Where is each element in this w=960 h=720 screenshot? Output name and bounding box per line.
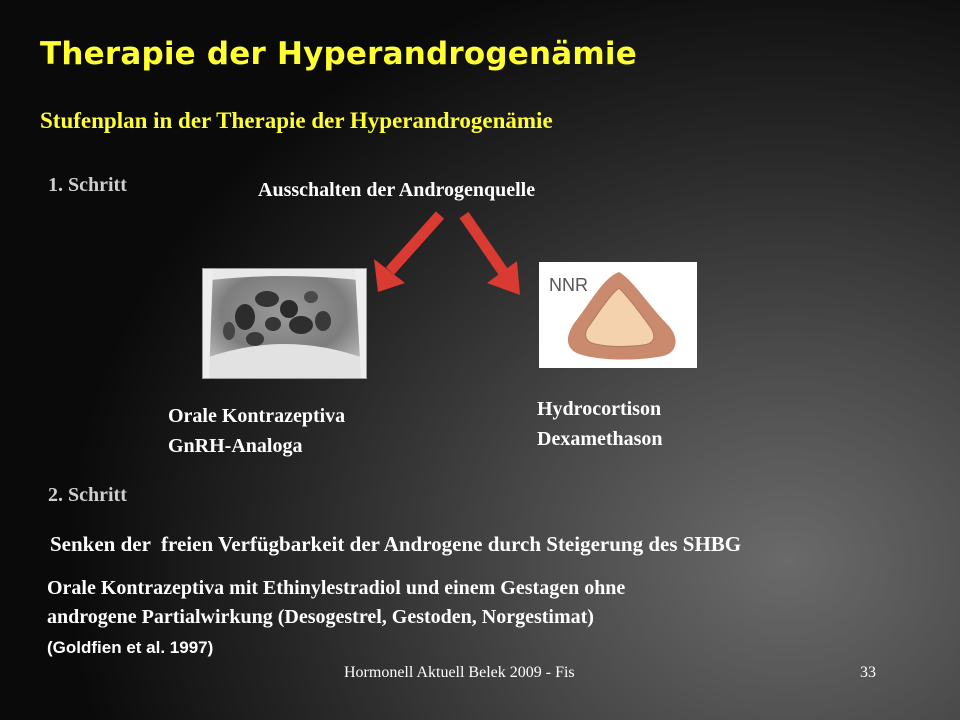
step2-heading: Senken der freien Verfügbarkeit der Androgene durch Steigerung des SHBG: [50, 532, 742, 556]
arrows-graphic: [360, 205, 540, 305]
slide-title: Therapie der Hyperandrogenämie: [40, 36, 637, 72]
right-caption-line: Hydrocortison: [537, 398, 662, 420]
adrenal-label: NNR: [549, 275, 588, 295]
left-caption-line: Orale Kontrazeptiva: [168, 405, 346, 427]
step1-left-caption: [168, 401, 345, 461]
left-caption-line: GnRH-Analoga: [168, 435, 303, 457]
footer-text: Hormonell Aktuell Belek 2009 - Fis: [344, 664, 575, 681]
step2-line2: androgene Partialwirkung (Desogestrel, Gestoden, Norgestimat): [47, 606, 594, 628]
step1-right-caption: [537, 394, 663, 454]
arrow-right: [464, 215, 520, 295]
adrenal-diagram: [539, 262, 697, 368]
step2-line1: Orale Kontrazeptiva mit Ethinylestradiol und einem Gestagen ohne: [47, 577, 626, 599]
page-number: 33: [860, 664, 876, 681]
step1-label: 1. Schritt: [48, 174, 127, 196]
arrow-left: [374, 215, 440, 292]
ultrasound-image: [202, 268, 367, 379]
slide-subtitle: Stufenplan in der Therapie der Hyperandrogenämie: [40, 108, 553, 133]
step2-label: 2. Schritt: [48, 484, 127, 506]
citation: (Goldfien et al. 1997): [47, 638, 214, 657]
right-caption-line: Dexamethason: [537, 428, 663, 450]
step1-heading: Ausschalten der Androgenquelle: [258, 179, 536, 201]
